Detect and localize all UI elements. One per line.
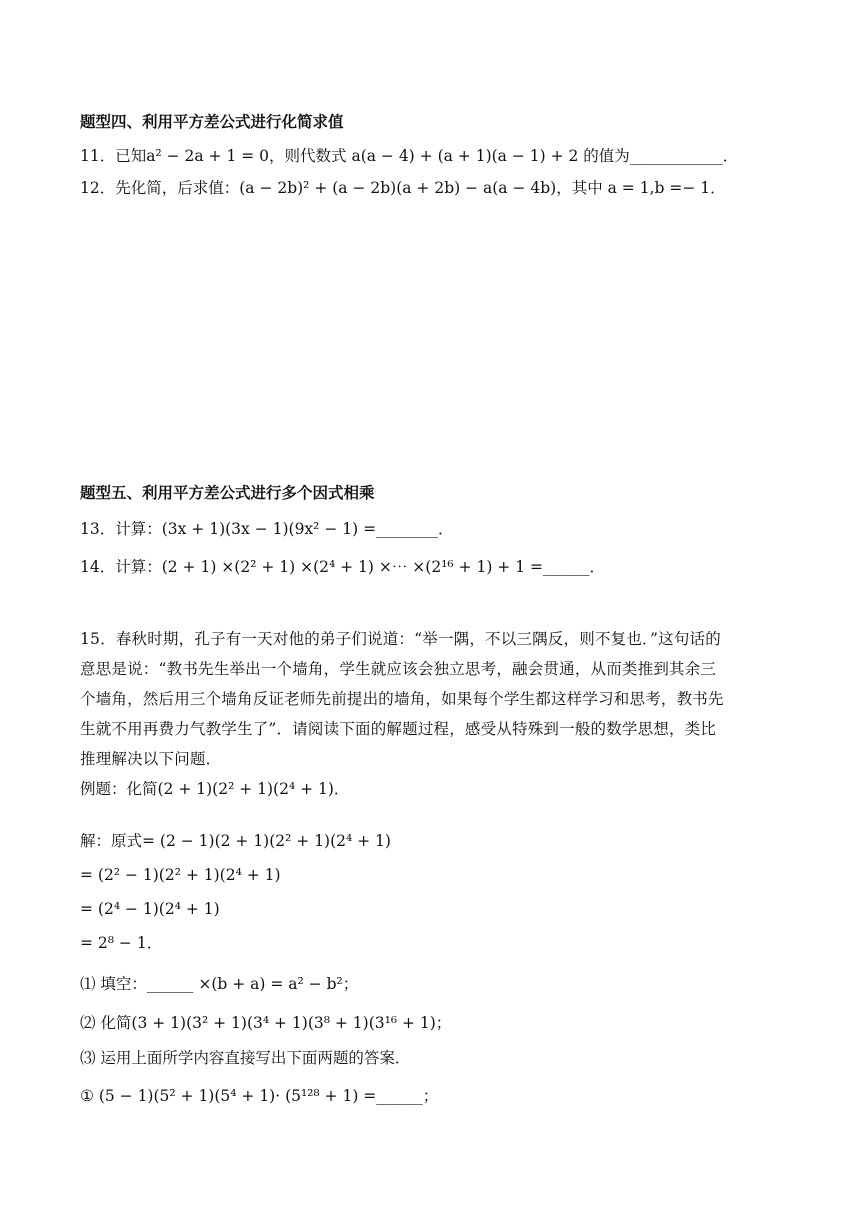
- solution-line-2: = (2² − 1)(2² + 1)(2⁴ + 1): [80, 866, 281, 884]
- question-15-line-5: 推理解决以下问题．: [80, 750, 222, 768]
- solution-line-1: 解：原式= (2 − 1)(2 + 1)(2² + 1)(2⁴ + 1): [80, 832, 391, 850]
- question-13: 13．计算：(3x + 1)(3x − 1)(9x² − 1) =________．: [80, 520, 454, 538]
- part-2: ⑵ 化简(3 + 1)(3² + 1)(3⁴ + 1)(3⁸ + 1)(3¹⁶ + 1)；: [80, 1014, 452, 1032]
- part-3-item-1: ① (5 − 1)(5² + 1)(5⁴ + 1)· (5¹²⁸ + 1) =______；: [80, 1087, 439, 1105]
- part-1: ⑴ 填空：______ ×(b + a) = a² − b²；: [80, 975, 359, 993]
- section5-heading: 题型五、利用平方差公式进行多个因式相乘: [80, 484, 375, 502]
- section4-heading: 题型四、利用平方差公式进行化简求值: [80, 113, 344, 131]
- question-15-line-1: 15．春秋时期，孔子有一天对他的弟子们说道：“举一隅，不以三隅反，则不复也．”这句话的: [80, 630, 721, 648]
- example-line: 例题：化简(2 + 1)(2² + 1)(2⁴ + 1)．: [80, 780, 350, 798]
- solution-line-4: = 2⁸ − 1．: [80, 934, 163, 952]
- question-14: 14．计算：(2 + 1) ×(2² + 1) ×(2⁴ + 1) ×⋯ ×(2¹⁶ + 1) + 1 =______．: [80, 558, 605, 576]
- question-15-line-2: 意思是说：“教书先生举出一个墙角，学生就应该会独立思考，融会贯通，从而类推到其余三: [80, 660, 717, 678]
- question-15-line-4: 生就不用再费力气教学生了”．请阅读下面的解题过程，感受从特殊到一般的数学思想，类比: [80, 720, 717, 738]
- question-15-line-3: 个墙角，然后用三个墙角反证老师先前提出的墙角，如果每个学生都这样学习和思考，教书先: [80, 690, 724, 708]
- solution-line-3: = (2⁴ − 1)(2⁴ + 1): [80, 900, 220, 918]
- question-12: 12．先化简，后求值：(a − 2b)² + (a − 2b)(a + 2b) − a(a − 4b)，其中 a = 1,b =− 1．: [80, 179, 726, 197]
- question-11: 11．已知a² − 2a + 1 = 0，则代数式 a(a − 4) + (a + 1)(a − 1) + 2 的值为____________．: [80, 147, 739, 165]
- part-3: ⑶ 运用上面所学内容直接写出下面两题的答案．: [80, 1049, 411, 1067]
